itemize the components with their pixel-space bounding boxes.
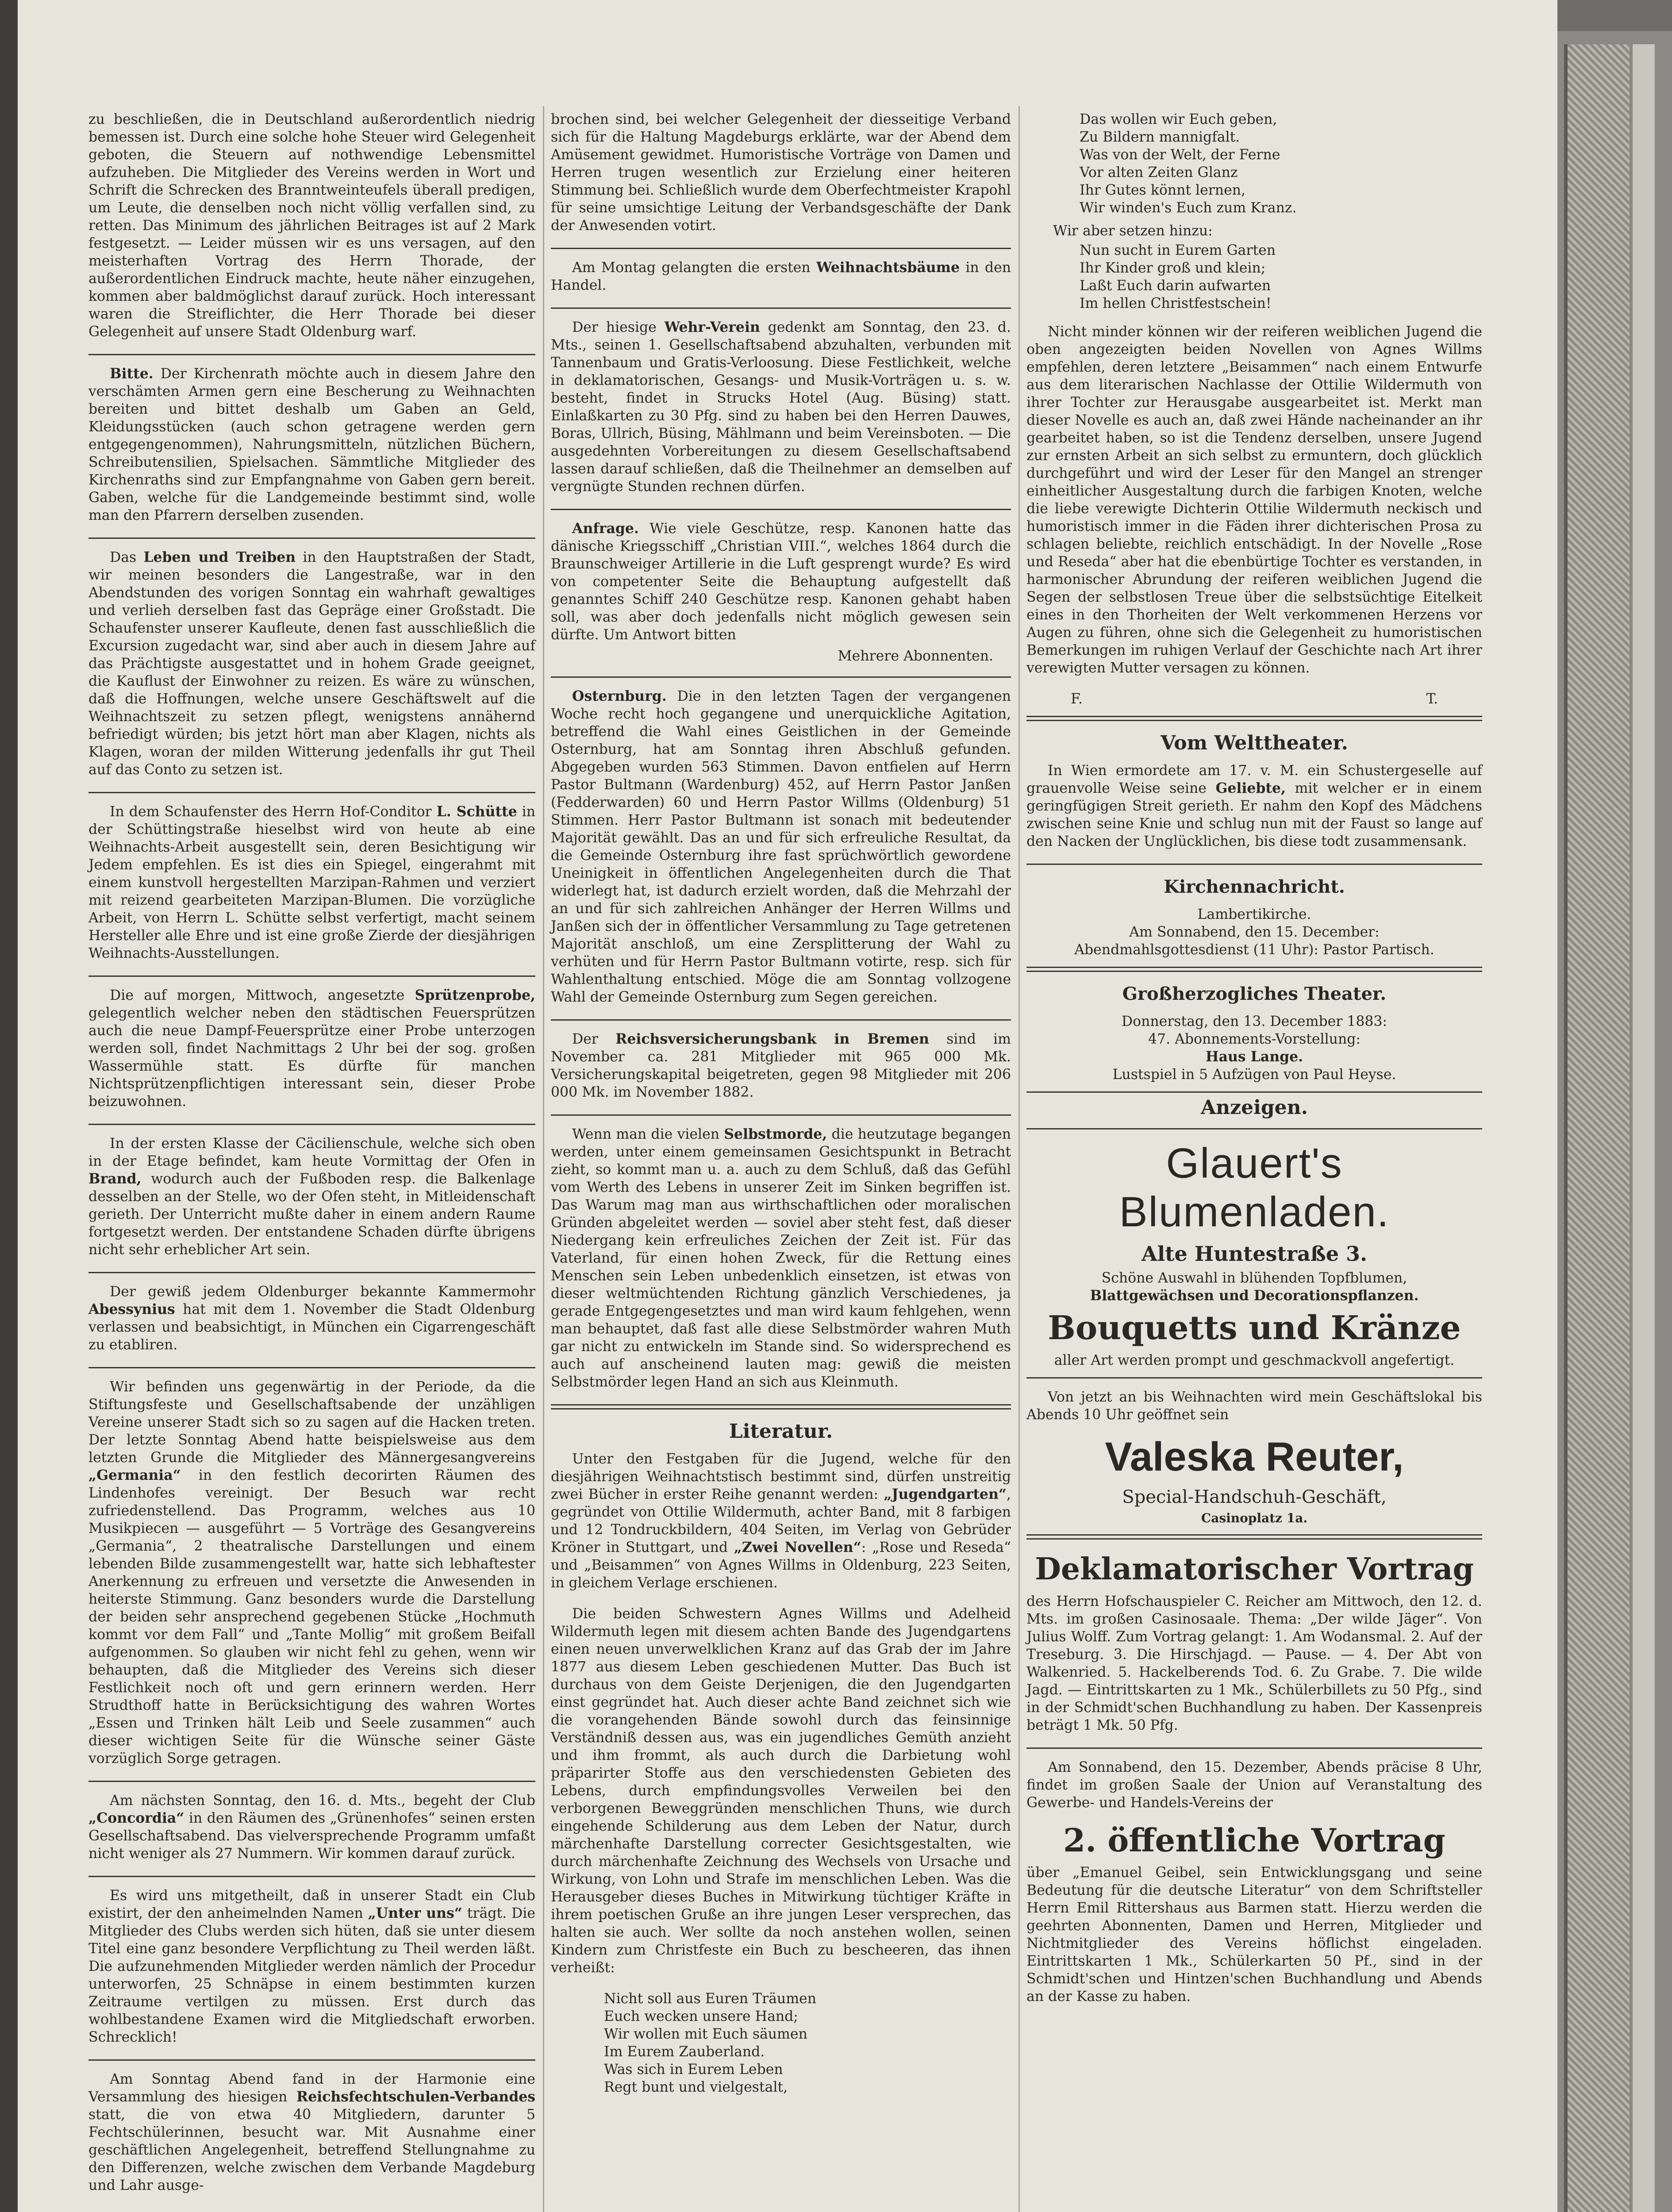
section-heading-kirchennachricht: Kirchennachricht.	[1164, 876, 1345, 897]
article-unter-uns: Es wird uns mitgetheilt, daß in unserer Stadt ein Club existirt, der den anheimelnden Namen „Unter uns“ trägt. Die Mitglieder des Clubs werden sich hüten, daß sie unter diesem Titel eine ganz besondere Verpflichtung zu Theil werden läßt. Die aufzunehmenden Mitglieder werden nämlich der Procedur unterworfen, 25 Schnäpse in einem bestimmten kurzen Zeitraume vertilgen zu müssen. Erst durch das wohlbestandene Examen wird die Mitgliedschaft erworben. Schrecklich!	[88, 1888, 535, 2045]
article-bitte: Bitte. Der Kirchenrath möchte auch in diesem Jahre den verschämten Armen gern eine Bescherung zu Weihnachten bereiten und bittet deshalb um Gaben an Geld, Kleidungsstücken (auch schon getragene werden gern entgegengenommen), Nahrungsmitteln, nützlichen Büchern, Schreibutensilien, Spielsachen. Sämmtliche Mitglieder des Kirchenraths sind zur Empfangnahme von Gaben gern bereit. Gaben, welche für die Landgemeinde bestimmt sind, wolle man den Pfarrern derselben zusenden.	[88, 365, 535, 523]
church-name: Lambertikirche.	[1197, 906, 1311, 922]
marbled-edge	[1564, 44, 1630, 2212]
divider	[88, 1124, 535, 1125]
theater-date: Donnerstag, den 13. December 1883:	[1121, 1014, 1388, 1029]
divider	[88, 1781, 535, 1782]
ad-reuter-title: Valeska Reuter,	[1105, 1434, 1404, 1479]
article-osternburg: Osternburg. Die in den letzten Tagen der vergangenen Woche recht hoch gegangene und unerquickliche Agitation, betreffend die Wahl eines Geistlichen in der Gemeinde Osternburg, hat am Sonntag ihren Abschluß gefunden. Abgegeben wurden 563 Stimmen. Davon entfielen auf Herrn Pastor Bultmann (Wardenburg) 452, auf Herrn Pastor Janßen (Fedderwarden) 60 und Herrn Pastor Willms (Oldenburg) 51 Stimmen. Herr Pastor Bultmann ist sonach mit bedeutender Majorität gewählt. Das an und für sich erfreuliche Resultat, da die Gemeinde Osternburg ihre fast sprüchwörtlich gewordene Uneinigkeit in öffentlichen Angelegenheiten durch die That widerlegt hat, ist dadurch erzielt worden, daß die Mehrzahl der an und für sich zahlreichen Anhänger der Herren Willms und Janßen sich der in öffentlicher Versammlung zu Tage getretenen Majorität anschloß, um eine Zersplitterung der Wahl zu verhüten und für Herrn Pastor Bultmann votirte, resp. sich für Wahlenthaltung entschied. Möge die am Sonntag vollzogene Wahl der Gemeinde Osternburg zum Segen gereichen.	[551, 688, 1011, 1005]
poem-line: Zu Bildern mannigfalt.	[1080, 129, 1240, 145]
section-heading-welttheater: Vom Welttheater.	[1161, 732, 1348, 754]
theater-play: Haus Lange.	[1205, 1048, 1303, 1065]
divider	[88, 2059, 535, 2061]
article-anfrage: Anfrage. Wie viele Geschütze, resp. Kanonen hatte das dänische Kriegsschiff „Christian VIII.“, welches 1864 durch die Braunschweiger Artillerie in die Luft gesprengt wurde? Es wird von competenter Seite die Behauptung aufgestellt daß genanntes Schiff 240 Geschütze resp. Kanonen gehabt haben soll, was aber doch jedenfalls nicht möglich gewesen sein dürfte. Um Antwort bitten	[551, 520, 1011, 643]
article-abessynius: Der gewiß jedem Oldenburger bekannte Kammermohr Abessynius hat mit dem 1. November die Stadt Oldenburg verlassen und beabsichtigt, in München ein Cigarrengeschäft zu etabliren.	[88, 1284, 535, 1353]
article-wehr-verein: Der hiesige Wehr-Verein gedenkt am Sonntag, den 23. d. Mts., seinen 1. Gesellschaftsabend abzuhalten, verbunden mit Tannenbaum und Gratis-Verloosung. Diese Festlichkeit, welche in deklamatorischen, Gesangs- und Musik-Vorträgen u. s. w. besteht, findet in Strucks Hotel (Aug. Büsing) statt. Einlaßkarten zu 30 Pfg. sind zu haben bei den Herren Dauwes, Boras, Ullrich, Büsing, Mählmann und beim Vereinsboten. — Die ausgedehnten Vorbereitungen zu diesem Gesellschaftsabend lassen darauf schließen, daß die Theilnehmer an demselben auf vergnügte Stunden rechnen dürfen.	[551, 319, 1011, 495]
ad-reuter-text: Von jetzt an bis Weihnachten wird mein Geschäftslokal bis Abends 10 Uhr geöffnet sein	[1026, 1389, 1482, 1423]
poem-line: Was von der Welt, der Ferne	[1080, 147, 1280, 163]
article-literatur-body: Die beiden Schwestern Agnes Willms und Adelheid Wildermuth legen mit diesem achten Bande des Jugendgartens einen neuen unverwelklichen Kranz auf das Grab der im Jahre 1877 aus diesem Leben geschiedenen Mutter. Das Buch ist durchaus von dem Geiste Derjenigen, die den Jugendgarten einst gegründet hat. Auch dieser achte Band zeichnet sich wie die vorangehenden Bände sowohl durch das feinsinnige Verständniß dessen aus, was ein jugendliches Gemüth anzieht und ihm frommt, als auch durch die Darbietung wohl präparirter Stoffe aus den verschiedensten Gebieten des Lebens, durch empfindungsvolles Verweilen bei den verborgenen Beweggründen menschlichen Thuns, wie durch eingehende Schilderung aus dem Leben der Natur, durch märchenhafte Darstellung correcter Gesichtsgestalten, wie durch märchenhafte Zeichnung des Wechsels von Ursache und Wirkung, von Lohn und Strafe im menschlichen Leben. Was die Herausgeber dieses Buches in Mitwirkung tüchtiger Kräfte in ihrem poetischen Gruße an ihre jungen Leser versprechen, das halten sie auch. Wer sollte da noch anstehen wollen, seinen Kindern zum Christfeste ein Buch zu bescheeren, das ihnen verheißt:	[551, 1606, 1011, 1976]
poem	[551, 1990, 1011, 2096]
article-text: brochen sind, bei welcher Gelegenheit der diesseitige Verband sich für die Haltung Magdeburgs erklärte, war der Abend dem Amüsement gewidmet. Humoristische Vorträge von Damen und Herren trugen wesentlich zur Erzielung einer heiteren Stimmung bei. Schließlich wurde dem Oberfechtmeister Krapohl für seine umsichtige Leitung der Verbandsgeschäfte der Dank der Anwesenden votirt.	[551, 111, 1011, 234]
ad-reuter-address: Casinoplatz 1a.	[1201, 1511, 1308, 1525]
poem	[1026, 111, 1482, 217]
article-leben-treiben: Das Leben und Treiben in den Hauptstraßen der Stadt, wir meinen besonders die Langestraße, war in den Abendstunden des vorigen Sonntag ein wahrhaft gewaltiges und verlieh derselben fast das Gepräge einer Großstadt. Die Schaufenster unserer Kaufleute, denen fast ausschließlich die Excursion zugedacht war, sind aber auch in diesem Jahre auf das Prächtigste ausgestattet und in hohem Grade geeignet, die Kauflust der Einwohner zu reizen. Es wäre zu wünschen, daß die Hoffnungen, welche unsere Geschäftswelt auf die Weihnachtszeit zu setzen pflegt, wenigstens annähernd befriedigt würden; bis jetzt hört man aber Klagen, nichts als Klagen, woran der milden Witterung jedenfalls ihr gut Theil auf das Conto zu setzen ist.	[88, 549, 535, 778]
poem-line: Im hellen Christfestschein!	[1080, 296, 1272, 311]
article-welttheater: In Wien ermordete am 17. v. M. ein Schustergeselle auf grauenvolle Weise seine Geliebte, mit welcher er in einem geringfügigen Streit gerieth. Er nahm den Kopf des Mädchens zwischen seine Knie und schlug nun mit der Faust so lange auf den Nacken der Unglücklichen, bis diese todt zusammensank.	[1026, 763, 1482, 849]
theater-author: Lustspiel in 5 Aufzügen von Paul Heyse.	[1112, 1067, 1396, 1083]
cover-edge	[1633, 44, 1655, 2212]
divider	[88, 1272, 535, 1273]
ad-union-text: Am Sonnabend, den 15. Dezember, Abends präcise 8 Uhr, findet im großen Saale der Union auf Veranstaltung des Gewerbe- und Handels-Vereins der	[1026, 1759, 1482, 1811]
divider	[1026, 1377, 1482, 1379]
divider	[1026, 1534, 1482, 1540]
article-weihnachtsbaeume: Am Montag gelangten die ersten Weihnachtsbäume in den Handel.	[551, 259, 1011, 293]
poem-line: Im Eurem Zauberland.	[604, 2044, 765, 2060]
column-rule	[543, 106, 544, 2212]
divider	[551, 1404, 1011, 1409]
divider	[551, 1019, 1011, 1021]
section-heading-theater: Großherzogliches Theater.	[1122, 983, 1387, 1004]
column-rule	[1019, 106, 1020, 2212]
article-concordia: Am nächsten Sonntag, den 16. d. Mts., begeht der Club „Concordia“ in den Räumen des „Grünenhofes“ seinen ersten Gesellschaftsabend. Das vielversprechende Programm umfaßt nicht weniger als 27 Nummern. Wir kommen darauf zurück.	[88, 1793, 535, 1862]
divider	[551, 676, 1011, 678]
divider	[88, 1876, 535, 1877]
article-brand: In der ersten Klasse der Cäcilienschule, welche sich oben in der Etage befindet, kam heute Vormittag der Ofen in Brand, wodurch auch der Fußboden resp. die Balkenlage desselben an der Stelle, wo der Ofen steht, in Mitleidenschaft gerieth. Der Unterricht mußte daher in einem andern Raume fortgesetzt werden. Der entstandene Schaden dürfte übrigens nicht sehr erheblicher Art sein.	[88, 1136, 535, 1258]
poem-line: Wir wollen mit Euch säumen	[604, 2026, 807, 2042]
ad-glauert-address: Alte Huntestraße 3.	[1142, 1242, 1367, 1266]
column-2	[551, 111, 1011, 2107]
ad-glauert-bouquetts: Bouquetts und Kränze	[1048, 1309, 1461, 1347]
theater-performance: 47. Abonnements-Vorstellung:	[1148, 1031, 1361, 1047]
ad-vortrag-text: des Herrn Hofschauspieler C. Reicher am Mittwoch, den 12. d. Mts. im großen Casinosaale. Thema: „Der wilde Jäger“. Von Julius Wolff. Zum Vortrag gelangt: 1. Am Wodansmal. 2. Auf der Treseburg. 3. Die Hirschjagd. — Pause. — 4. Der Abt von Walkenried. 5. Hackelberends Tod. 6. Zu Grabe. 7. Die wilde Jagd. — Eintrittskarten zu 1 Mk., Schülerbillets zu 50 Pfg., sind in der Schmidt'schen Buchhandlung zu haben. Der Kassenpreis beträgt 1 Mk. 50 Pfg.	[1026, 1594, 1482, 1733]
church-service: Abendmahlsgottesdienst (11 Uhr): Pastor Partisch.	[1074, 942, 1434, 958]
poem-line: Wir winden's Euch zum Kranz.	[1080, 200, 1297, 216]
poem-line: Vor alten Zeiten Glanz	[1080, 165, 1238, 180]
poem-line: Ihr Kinder groß und klein;	[1080, 260, 1266, 276]
divider	[551, 248, 1011, 249]
article-germania: Wir befinden uns gegenwärtig in der Periode, da die Stiftungsfeste und Gesellschaftsabende der unzähligen Vereine unserer Stadt sich so zu sagen auf die Hacken treten. Der letzte Sonntag Abend hatte beispielsweise aus dem letzten Grunde die Mitglieder des Männergesangvereins „Germania“ in den festlich decorirten Räumen des Lindenhofes vereinigt. Der Besuch war recht zufriedenstellend. Das Programm, welches aus 10 Musikpiecen — ausgeführt — 5 Vorträge des Gesangvereins „Germania“, 2 theatralische Darstellungen und einem lebenden Bilde zusammengestellt war, hatte sich lebhaftester Anerkennung zu erfreuen und versetzte die Anwesenden in heiterste Stimmung. Ganz besonders wurde die Darstellung der beiden sehr ansprechend gegebenen Stücke „Hochmuth kommt vor dem Fall“ und „Tante Mollig“ mit großem Beifall aufgenommen. So glauben wir nicht fehl zu gehen, wenn wir behaupten, daß die Mitglieder des Vereins sich dieser Festlichkeit noch oft und gern erinnern werden. Herr Strudthoff hatte in Berücksichtigung des wahren Wortes „Essen und Trinken hält Leib und Seele zusammen“ auch dieser wichtigen Seite für die Wünsche seiner Gäste vorzüglich Sorge getragen.	[88, 1379, 535, 1767]
poem-line: Nicht soll aus Euren Träumen	[604, 1991, 816, 2007]
poem-line: Nun sucht in Eurem Garten	[1080, 242, 1276, 258]
signature-left: F.	[1071, 691, 1083, 707]
divider	[1026, 1091, 1482, 1093]
divider	[88, 538, 535, 539]
ad-glauert-title: Glauert's Blumenladen.	[1119, 1140, 1390, 1236]
divider	[88, 1367, 535, 1368]
divider	[1026, 1747, 1482, 1749]
article-schuette: In dem Schaufenster des Herrn Hof-Conditor L. Schütte in der Schüttingstraße hieselbst wird von heute ab eine Weihnachts-Arbeit ausgestellt sein, deren Besichtigung wir Jedem empfehlen. Es ist dies ein Spiegel, eingerahmt mit einem kunstvoll hergestellten Marzipan-Rahmen und verziert mit reizend gearbeiteten Marzipan-Blumen. Die vorzügliche Arbeit, von Herrn L. Schütte selbst verfertigt, macht seinem Hersteller alle Ehre und ist eine große Zierde der diesjährigen Weihnachts-Ausstellungen.	[88, 803, 536, 961]
section-heading-literatur: Literatur.	[729, 1420, 833, 1443]
article-novellen: Nicht minder können wir der reiferen weiblichen Jugend die oben angezeigten beiden Novellen von Agnes Willms empfehlen, deren letztere „Beisammen“ nach einem Entwurfe aus dem literarischen Nachlasse der Ottilie Wildermuth von ihrer Tochter zur Herausgabe ausgearbeitet ist. Merkt man dieser Novelle es auch an, daß zwei Hände nacheinander an ihr gearbeitet haben, so ist die Tendenz derselben, unsere Jugend zur ernsten Arbeit an sich selbst zu ermuntern, doch glücklich durchgeführt und wird der Leser für den Mangel an strenger einheitlicher Ausgestaltung durch die farbigen Knoten, welche die liebe verewigte Dichterin Ottilie Wildermuth neckisch und humoristisch immer in die Fäden ihrer dichterischen Prosa zu schlagen beliebte, reichlich entschädigt. In der Novelle „Rose und Reseda“ aber hat die ebenbürtige Tochter es verstanden, in harmonischer Abrundung der reiferen weiblichen Jugend die Segen der selbstlosen Treue über die selbstsüchtige Eitelkeit eines in den Thorheiten der Welt verkommenen Herzens vor Augen zu führen, ohne sich die Gelegenheit zu humoristischen Bemerkungen im ruhigen Verlauf der Geschichte nach Art ihrer verewigten Mutter versagen zu können.	[1026, 324, 1482, 676]
poem-line: Regt bunt und vielgestalt,	[604, 2079, 788, 2095]
poem	[1026, 242, 1482, 312]
ad-vortrag-title: Deklamatorischer Vortrag	[1034, 1551, 1474, 1587]
article-text: zu beschließen, die in Deutschland außerordentlich niedrig bemessen ist. Durch eine solche hohe Steuer wird Gelegenheit geboten, die Steuern auf nothwendige Lebensmittel aufzuheben. Die Mitglieder des Vereins werden in Wort und Schrift die Schrecken des Branntweinteufels überall predigen, um Leute, die denselben noch nicht völlig verfallen sind, zu retten. Das Minimum des jährlichen Beitrages ist auf 2 Mark festgesetzt. — Leider müssen wir es uns versagen, auf den meisterhaften Vortrag des Herrn Thorade, der außerordentlichen Eindruck machte, heute näher einzugehen, kommen aber baldmöglichst darauf zurück. Hoch interessant waren die Streiflichter, die Herr Thorade bei dieser Gelegenheit auf unsere Stadt Oldenburg warf.	[88, 111, 535, 340]
divider	[88, 354, 535, 355]
divider	[88, 792, 535, 793]
ad-glauert-line: Blattgewächsen und Decorationspflanzen.	[1090, 1287, 1419, 1304]
divider	[88, 975, 535, 977]
signature	[1026, 690, 1482, 708]
column-3	[1026, 111, 1482, 2019]
column-1	[88, 111, 535, 2208]
section-heading-anzeigen: Anzeigen.	[1201, 1096, 1308, 1119]
article-reichsversicherung: Der Reichsversicherungsbank in Bremen sind im November ca. 281 Mitglieder mit 965 000 Mk. Versicherungskapital beigetreten, gegen 98 Mitglieder mit 206 000 Mk. im November 1882.	[551, 1031, 1011, 1100]
ad-union-title: 2. öffentliche Vortrag	[1063, 1821, 1445, 1859]
divider	[1026, 967, 1482, 972]
article-spruetzenprobe: Die auf morgen, Mittwoch, angesetzte Sprützenprobe, gelegentlich welcher neben den städtischen Feuersprützen auch die neue Dampf-Feuersprütze einer Probe unterzogen werden soll, findet Nachmittags 2 Uhr bei der sog. großen Wassermühle statt. Es dürfte für manchen Nichtsprützenpflichtigen interessant sein, dieser Probe beizuwohnen.	[88, 987, 535, 1110]
ad-reuter-subtitle: Special-Handschuh-Geschäft,	[1122, 1487, 1387, 1507]
article-literatur-intro: Unter den Festgaben für die Jugend, welche für den diesjährigen Weihnachtstisch bestimmt sind, dürfen unstreitig zwei Bücher in erster Reihe genannt werden: „Jugendgarten“, gegründet von Ottilie Wildermuth, achter Band, mit 8 farbigen und 12 Tondruckbildern, 404 Seiten, im Verlag von Gebrüder Kröner in Stuttgart, und „Zwei Novellen“: „Rose und Reseda“ und „Beisammen“ von Agnes Willms in Oldenburg, 223 Seiten, in gleichem Verlage erschienen.	[551, 1451, 1011, 1591]
poem-line: Laßt Euch darin aufwarten	[1080, 278, 1271, 294]
divider	[551, 509, 1011, 510]
divider	[1026, 864, 1482, 865]
poem-line: Euch wecken unsere Hand;	[604, 2008, 798, 2024]
divider	[1026, 716, 1482, 721]
church-date: Am Sonnabend, den 15. December:	[1129, 924, 1380, 940]
divider	[551, 1114, 1011, 1116]
book-binding	[0, 0, 18, 2212]
signature-right: T.	[1426, 691, 1438, 707]
poem-intro: Wir aber setzen hinzu:	[1053, 223, 1213, 239]
poem-line: Was sich in Eurem Leben	[604, 2062, 783, 2078]
divider	[1026, 1128, 1482, 1129]
poem-line: Ihr Gutes könnt lernen,	[1080, 182, 1246, 198]
article-fechtschulen: Am Sonntag Abend fand in der Harmonie eine Versammlung des hiesigen Reichsfechtschulen-Verbandes statt, die von etwa 40 Mitgliedern, darunter 5 Fechtschülerinnen, besucht war. Mit Ausnahme einer geschäftlichen Angelegenheit, betreffend Stellungnahme zu den Differenzen, welche zwischen dem Verbande Magdeburg und Lahr ausge-	[88, 2071, 535, 2193]
divider	[551, 307, 1011, 309]
ad-glauert-line: Schöne Auswahl in blühenden Topfblumen,	[1101, 1270, 1407, 1286]
article-selbstmorde: Wenn man die vielen Selbstmorde, die heutzutage begangen werden, unter einem gemeinsamen Gesichtspunkt in Betracht zieht, so kommt man u. a. auch zu dem Schluß, daß das Gefühl vom Werth des Lebens in unserer Zeit im Sinken begriffen ist. Das Warum mag man aus wirthschaftlichen oder moralischen Gründen abgeleitet werden — soviel aber steht fest, daß dieser Niedergang kein erfreuliches Zeichen der Zeit ist. Für das Vaterland, für einen hohen Zweck, für die Rettung eines Menschen sein Leben unbedenklich einsetzen, ist etwas von dieser weltmüchtenden Richtung gänzlich Verschiedenes, ja gerade Entgegengesetztes und man wird kaum fehlgehen, wenn man behauptet, daß fast alle diese Selbstmörder wahren Muth gar nicht zu entwickeln im Stande sind. So widersprechend es auch auf anscheinend lauten mag: gewiß die meisten Selbstmörder legen Hand an sich aus Kleinmuth.	[551, 1126, 1011, 1390]
ad-union-details: über „Emanuel Geibel, sein Entwicklungsgang und seine Bedeutung für die deutsche Literatur“ von dem Schriftsteller Herrn Emil Rittershaus aus Barmen statt. Hierzu werden die geehrten Abonnenten, Damen und Herren, Mitglieder und Nichtmitglieder des Vereins höflichst eingeladen. Eintrittskarten 1 Mk., Schülerkarten 50 Pf., sind in der Schmidt'schen und Hintzen'schen Buchhandlung und Abends an der Kasse zu haben.	[1026, 1865, 1482, 2005]
poem-line: Das wollen wir Euch geben,	[1080, 111, 1277, 127]
signature: Mehrere Abonnenten.	[838, 648, 993, 664]
ad-glauert-line: aller Art werden prompt und geschmackvoll angefertigt.	[1054, 1352, 1455, 1368]
